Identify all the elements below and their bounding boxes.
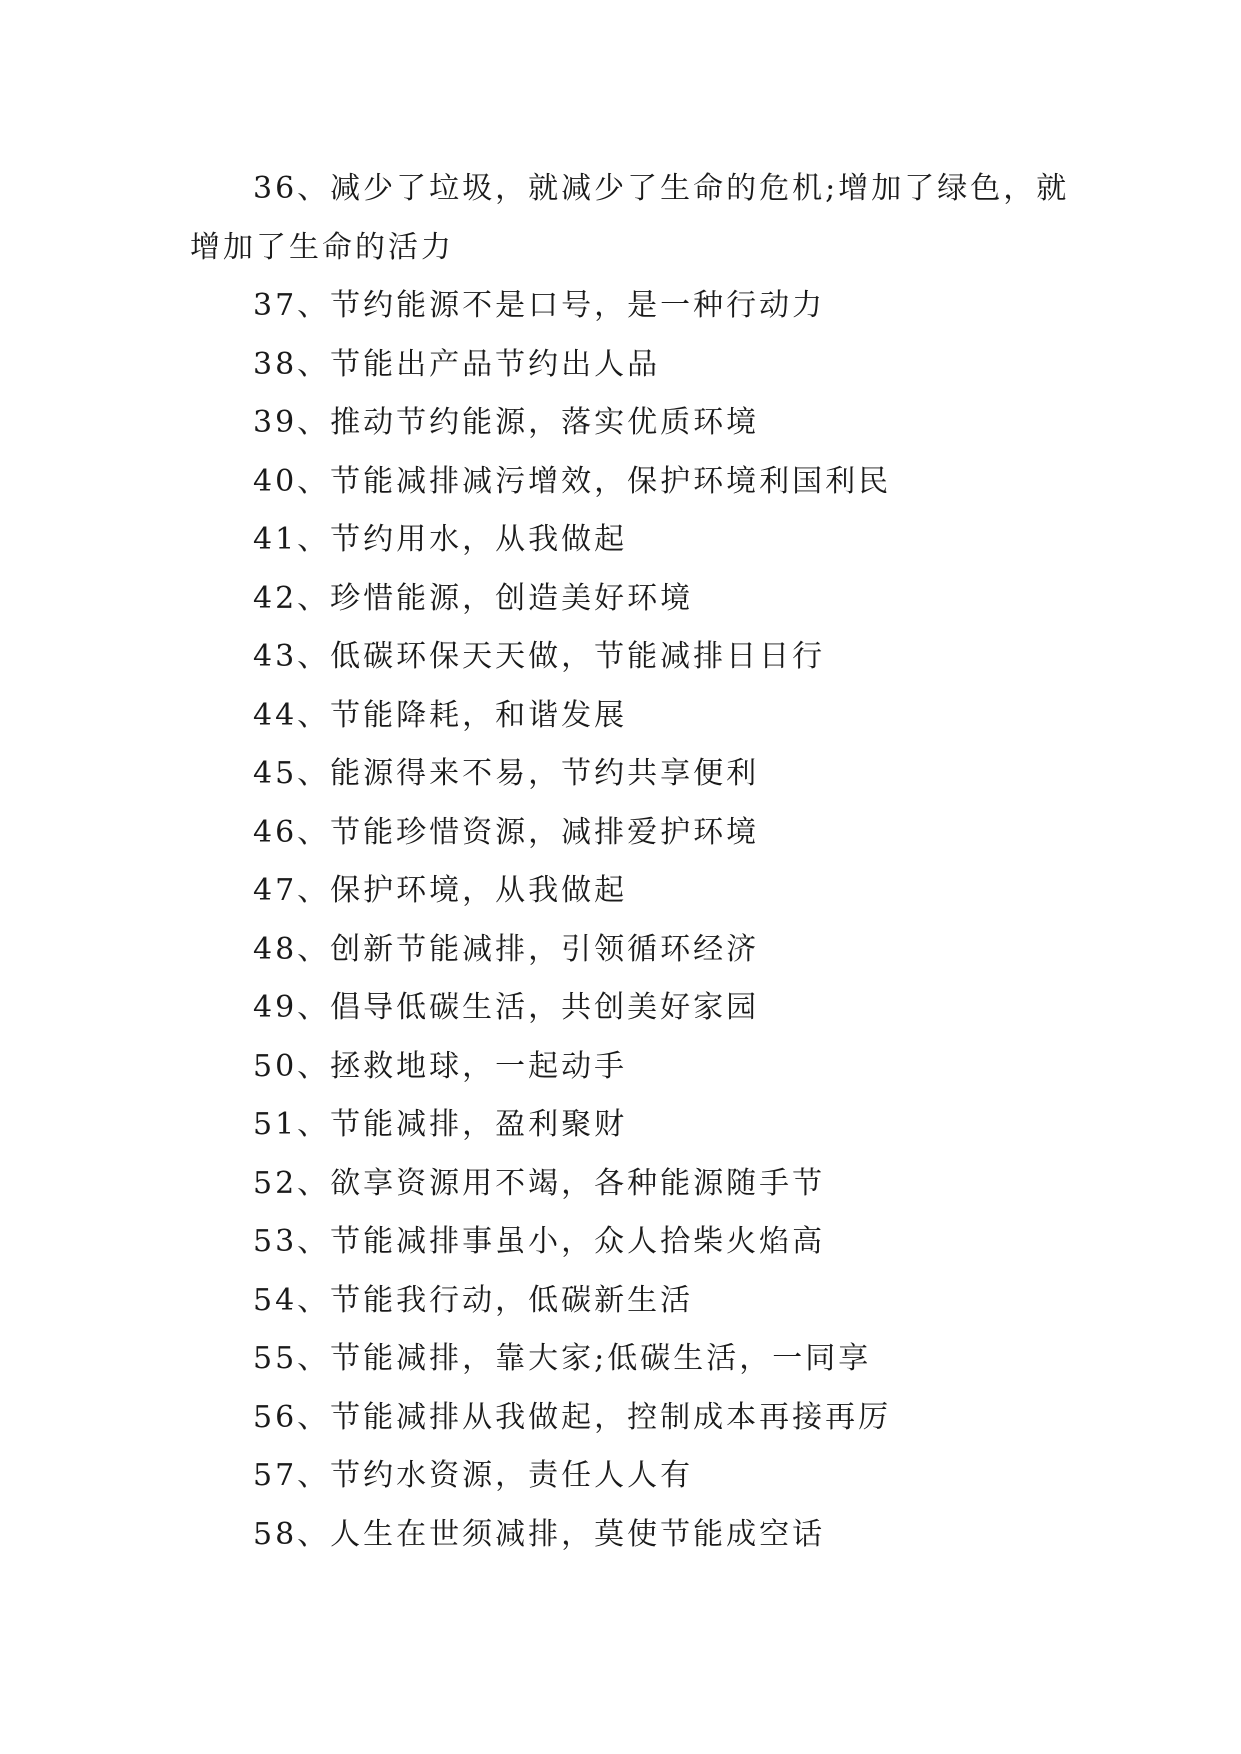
slogan-item: 54、节能我行动，低碳新生活 <box>253 1282 694 1318</box>
slogan-item: 38、节能出产品节约出人品 <box>253 346 661 382</box>
slogan-item: 55、节能减排，靠大家;低碳生活，一同享 <box>253 1341 872 1376</box>
slogan-item: 53、节能减排事虽小，众人拾柴火焰高 <box>253 1224 826 1259</box>
slogan-item: 40、节能减排减污增效，保护环境利国利民 <box>253 463 892 499</box>
slogan-item: 43、低碳环保天天做，节能减排日日行 <box>253 639 826 674</box>
slogan-item: 42、珍惜能源，创造美好环境 <box>253 580 694 616</box>
slogan-item: 52、欲享资源用不竭，各种能源随手节 <box>253 1165 826 1201</box>
slogan-item: 49、倡导低碳生活，共创美好家园 <box>253 990 760 1025</box>
slogan-item: 47、保护环境，从我做起 <box>253 873 628 908</box>
slogan-list <box>190 160 1070 1564</box>
slogan-item: 36、减少了垃圾，就减少了生命的危机;增加了绿色，就增加了生命的活力 <box>190 171 1070 265</box>
slogan-item: 58、人生在世须减排，莫使节能成空话 <box>253 1516 826 1552</box>
slogan-item: 56、节能减排从我做起，控制成本再接再厉 <box>253 1399 892 1435</box>
slogan-item: 51、节能减排，盈利聚财 <box>253 1107 628 1142</box>
slogan-item: 50、拯救地球，一起动手 <box>253 1048 628 1084</box>
slogan-item: 45、能源得来不易，节约共享便利 <box>253 756 760 791</box>
slogan-item: 39、推动节约能源，落实优质环境 <box>253 405 760 440</box>
slogan-item: 46、节能珍惜资源，减排爱护环境 <box>253 814 760 850</box>
slogan-item: 57、节约水资源，责任人人有 <box>253 1458 694 1493</box>
slogan-item: 37、节约能源不是口号，是一种行动力 <box>253 288 826 323</box>
slogan-item: 48、创新节能减排，引领循环经济 <box>253 931 760 967</box>
slogan-item: 41、节约用水，从我做起 <box>253 522 628 557</box>
slogan-item: 44、节能降耗，和谐发展 <box>253 697 628 733</box>
